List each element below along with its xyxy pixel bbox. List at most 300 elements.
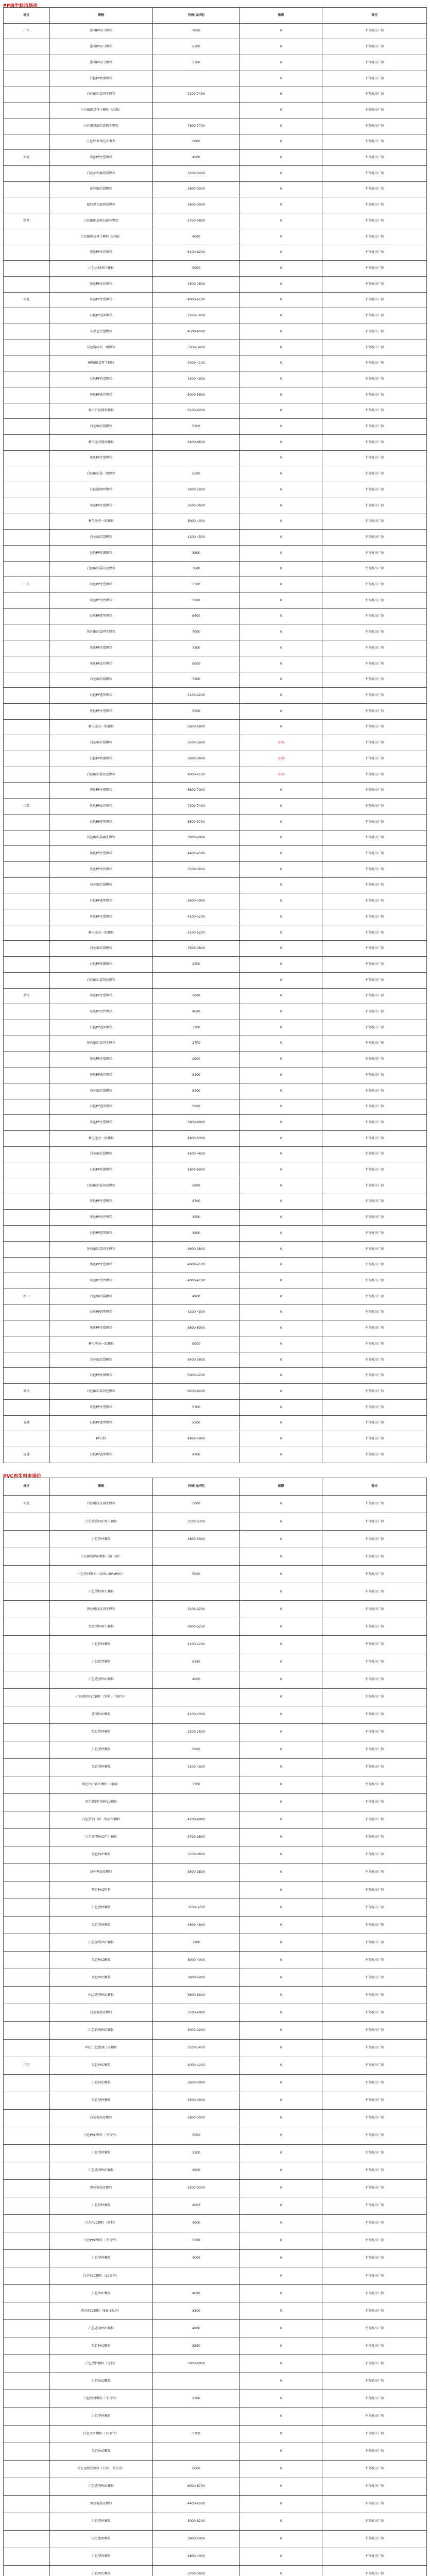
region-cell	[4, 1829, 50, 1846]
note-cell: 不含税出厂价	[322, 1952, 427, 1969]
table-row	[4, 24, 427, 40]
region-cell	[4, 103, 50, 118]
table-row	[4, 1952, 427, 1969]
change-cell: -100	[240, 767, 322, 783]
note-cell: 不含税出厂价	[322, 846, 427, 862]
region-cell	[4, 2004, 50, 2022]
spec-cell: 灰黑色注塑颗粒	[50, 324, 153, 340]
change-cell: 0	[240, 387, 322, 403]
change-cell: 0	[240, 577, 322, 593]
note-cell: 不含税出厂价	[322, 546, 427, 562]
note-cell: 不含税出厂价	[322, 2461, 427, 2478]
price-cell: 6800	[153, 134, 240, 150]
change-cell: 0	[240, 1178, 322, 1194]
change-cell: 0	[240, 1162, 322, 1178]
table-row	[4, 989, 427, 1005]
spec-cell: 临沂白色桶料颗粒	[50, 403, 153, 419]
spec-cell: 白色编织袋再生颗粒（高融）	[50, 229, 153, 245]
table-row	[4, 182, 427, 198]
note-cell: 不含税出厂价	[322, 1099, 427, 1115]
region-cell	[4, 593, 50, 609]
region-cell	[4, 451, 50, 467]
price-cell: 5500	[153, 1416, 240, 1432]
table-row	[4, 799, 427, 815]
table-row	[4, 1794, 427, 1811]
price-cell: 4000	[153, 1671, 240, 1689]
change-cell: 0	[240, 308, 322, 324]
region-cell	[4, 2548, 50, 2566]
change-cell: 0	[240, 2566, 322, 2576]
table-row	[4, 1601, 427, 1618]
price-cell: 3800	[153, 546, 240, 562]
spec-cell: 白色型材颗粒	[50, 2145, 153, 2162]
change-cell: 0	[240, 1899, 322, 1917]
spec-cell: 黑色PVC颗粒	[50, 2443, 153, 2461]
note-cell: 不含税出厂价	[322, 182, 427, 198]
price-cell: 3900-4000	[153, 831, 240, 846]
region-cell	[4, 387, 50, 403]
table-row	[4, 1969, 427, 1987]
note-cell: 不含税出厂价	[322, 2110, 427, 2127]
table-row	[4, 562, 427, 578]
note-cell: 不含税出厂价	[322, 1618, 427, 1636]
note-cell: 不含税出厂价	[322, 656, 427, 672]
note-cell: 不含税出厂价	[322, 2285, 427, 2302]
region-cell	[4, 1305, 50, 1321]
change-cell: 0	[240, 1706, 322, 1724]
table-row	[4, 2531, 427, 2548]
table-row	[4, 387, 427, 403]
change-cell: 0	[240, 1531, 322, 1548]
change-cell: 0	[240, 2302, 322, 2320]
note-cell: 不含税出厂价	[322, 862, 427, 878]
change-cell: 0	[240, 2075, 322, 2092]
price-cell: 2500	[153, 957, 240, 973]
note-cell: 不含税出厂价	[322, 2250, 427, 2267]
table-row	[4, 2337, 427, 2355]
note-cell: 不含税出厂价	[322, 2372, 427, 2390]
spec-cell: 灰色PP注塑颗粒	[50, 293, 153, 309]
table-row	[4, 2075, 427, 2092]
region-cell	[4, 1320, 50, 1336]
spec-cell: 灰色编织袋再生颗粒	[50, 1242, 153, 1258]
price-cell: 3700-3800	[153, 2566, 240, 2576]
table-row	[4, 2197, 427, 2215]
change-cell: 0	[240, 1934, 322, 1952]
table-row	[4, 1636, 427, 1653]
spec-cell: 白色塑钢门窗一级再生颗粒	[50, 1811, 153, 1829]
spec-cell: 白色PVC颗粒（10%钙）	[50, 2267, 153, 2285]
note-cell: 不含税出厂价	[322, 1741, 427, 1759]
table-row	[4, 2320, 427, 2337]
region-cell: 广东	[4, 2057, 50, 2075]
table-row	[4, 118, 427, 134]
note-cell: 不含税出厂价	[322, 2390, 427, 2408]
spec-cell: 白色透明PVC颗粒	[50, 1671, 153, 1689]
table-row	[4, 2513, 427, 2531]
change-cell: 0	[240, 2461, 322, 2478]
price-cell	[153, 1794, 240, 1811]
price-cell: 5000-5200	[153, 1368, 240, 1384]
price-cell: 3800-4000	[153, 2548, 240, 2566]
change-cell: 0	[240, 2057, 322, 2075]
table-row	[4, 1115, 427, 1131]
note-cell: 不含税出厂价	[322, 1882, 427, 1899]
region-cell	[4, 1794, 50, 1811]
change-cell: 0	[240, 815, 322, 831]
price-cell: 4200-4300	[153, 1759, 240, 1776]
table-row	[4, 1147, 427, 1163]
change-cell: 0	[240, 1115, 322, 1131]
spec-cell: 白色透明PVC颗粒（管材、门窗等）	[50, 1689, 153, 1706]
table-row	[4, 1899, 427, 1917]
region-cell	[4, 435, 50, 451]
change-cell: 0	[240, 562, 322, 578]
region-cell	[4, 1583, 50, 1601]
spec-cell: 白色编织袋再生颗粒	[50, 87, 153, 103]
change-cell: -100	[240, 751, 322, 767]
region-cell	[4, 1653, 50, 1671]
region-cell	[4, 2092, 50, 2110]
table-row	[4, 2566, 427, 2576]
spec-cell: 白色PVC颗粒	[50, 2075, 153, 2092]
note-cell: 不含税出厂价	[322, 1242, 427, 1258]
spec-cell: 白色型材颗粒	[50, 2408, 153, 2425]
table-row	[4, 1689, 427, 1706]
region-cell: 广东	[4, 24, 50, 40]
table-row	[4, 735, 427, 751]
spec-cell: 黑色PP注塑颗粒	[50, 451, 153, 467]
note-cell: 不含税出厂价	[322, 2004, 427, 2022]
note-cell: 不含税出厂价	[322, 2513, 427, 2531]
table-row	[4, 2267, 427, 2285]
change-cell: 0	[240, 1210, 322, 1226]
change-cell: 0	[240, 55, 322, 71]
note-cell: 不含税出厂价	[322, 403, 427, 419]
price-cell: 3700-3800	[153, 1846, 240, 1864]
region-cell	[4, 925, 50, 941]
spec-cell: 白色管材颗粒	[50, 2197, 153, 2215]
change-cell: 0	[240, 783, 322, 799]
spec-cell: 白色PP吹膜颗粒	[50, 1162, 153, 1178]
region-cell: 陕西	[4, 213, 50, 229]
spec-cell: 黑色PP注塑颗粒	[50, 1258, 153, 1274]
change-cell: 0	[240, 862, 322, 878]
spec-cell: 灰色编织袋再生颗粒	[50, 624, 153, 640]
price-cell: 7200	[153, 672, 240, 688]
spec-cell: 白色管材颗粒	[50, 1531, 153, 1548]
region-cell	[4, 2443, 50, 2461]
region-cell	[4, 1131, 50, 1147]
spec-cell: 灰色PP注塑颗粒	[50, 704, 153, 720]
price-cell: 3500	[153, 2145, 240, 2162]
price-cell: 6200-6400	[153, 1384, 240, 1400]
note-cell: 不含税出厂价	[322, 815, 427, 831]
table-row	[4, 1583, 427, 1601]
region-cell	[4, 1846, 50, 1864]
change-cell: 0	[240, 2285, 322, 2302]
change-cell: 0	[240, 1226, 322, 1242]
table-row	[4, 39, 427, 55]
note-cell: 不含税出厂价	[322, 1416, 427, 1432]
note-cell: 不含税出厂价	[322, 1147, 427, 1163]
price-cell: 5500	[153, 704, 240, 720]
note-cell: 不含税出厂价	[322, 134, 427, 150]
change-cell: -100	[240, 735, 322, 751]
note-cell: 不含税出厂价	[322, 308, 427, 324]
table-row	[4, 419, 427, 435]
price-cell: 6350	[153, 1653, 240, 1671]
note-cell: 不含税出厂价	[322, 261, 427, 277]
spec-cell: 白色PP吹膜颗粒	[50, 546, 153, 562]
note-cell: 不含税出厂价	[322, 1004, 427, 1020]
price-cell: 4800-5000	[153, 1131, 240, 1147]
spec-cell: 白色编织袋二级颗粒	[50, 466, 153, 482]
spec-cell: 灰色PP注塑颗粒	[50, 989, 153, 1005]
price-cell: 4000-4100	[153, 767, 240, 783]
change-cell: 0	[240, 1566, 322, 1583]
spec-cell: 白色PVC颗粒（管材）	[50, 2215, 153, 2232]
spec-cell: 黑色PP注塑颗粒	[50, 640, 153, 656]
table-row	[4, 1368, 427, 1384]
price-cell: 4200-4300	[153, 371, 240, 387]
change-cell: 0	[240, 355, 322, 371]
spec-cell: 白色PVC颗粒	[50, 2285, 153, 2302]
region-cell	[4, 1336, 50, 1352]
price-cell: 2800-3000	[153, 182, 240, 198]
change-cell: 0	[240, 1368, 322, 1384]
change-cell: 0	[240, 245, 322, 261]
note-cell: 不含税出厂价	[322, 688, 427, 704]
note-cell: 不含税出厂价	[322, 2145, 427, 2162]
header-change-cell: 涨跌	[240, 1478, 322, 1496]
spec-cell: 白色软质PVC再生颗粒	[50, 1513, 153, 1531]
table-row	[4, 973, 427, 989]
change-cell: 0	[240, 466, 322, 482]
note-cell: 不含税出厂价	[322, 514, 427, 530]
table-row	[4, 1099, 427, 1115]
price-cell: 3700-4000	[153, 2004, 240, 2022]
table-header-row	[4, 8, 427, 24]
note-cell: 不含税出厂价	[322, 735, 427, 751]
spec-cell: 白色编织袋灰色颗粒	[50, 1178, 153, 1194]
note-cell: 不含税出厂价	[322, 893, 427, 909]
change-cell: 0	[240, 2145, 322, 2162]
table-row	[4, 2040, 427, 2057]
region-cell	[4, 1431, 50, 1447]
table-row	[4, 1384, 427, 1400]
price-cell: 4200-4300	[153, 1305, 240, 1321]
spec-cell: 黑色PVC颗粒（5%-6%钙）	[50, 2302, 153, 2320]
spec-cell: 白色编织袋灰色颗粒	[50, 973, 153, 989]
price-cell: 3100-3200	[153, 1899, 240, 1917]
region-cell	[4, 1210, 50, 1226]
region-cell	[4, 751, 50, 767]
region-cell	[4, 2320, 50, 2337]
table-row	[4, 2478, 427, 2496]
price-cell	[153, 71, 240, 87]
table-row	[4, 403, 427, 419]
spec-cell: 白色硬质PVC颗粒	[50, 1934, 153, 1952]
note-cell: 不含税出厂价	[322, 451, 427, 467]
note-cell: 不含税出厂价	[322, 2162, 427, 2180]
region-cell	[4, 514, 50, 530]
spec-cell: 灰色PP注塑颗粒	[50, 1320, 153, 1336]
region-cell	[4, 355, 50, 371]
note-cell: 不含税出厂价	[322, 1336, 427, 1352]
region-cell	[4, 1531, 50, 1548]
table-row	[4, 355, 427, 371]
region-cell	[4, 878, 50, 894]
price-cell: 4600	[153, 1004, 240, 1020]
region-cell	[4, 229, 50, 245]
change-cell: 0	[240, 1004, 322, 1020]
table-row	[4, 1653, 427, 1671]
change-cell: 0	[240, 1258, 322, 1274]
price-cell: 3900-4000	[153, 2531, 240, 2548]
price-cell: 3200-3300	[153, 2180, 240, 2197]
price-cell: 3200-3400	[153, 166, 240, 182]
region-cell	[4, 39, 50, 55]
note-cell: 不含税出厂价	[322, 1305, 427, 1321]
change-cell: 0	[240, 324, 322, 340]
region-cell	[4, 261, 50, 277]
change-cell: 0	[240, 2127, 322, 2145]
spec-cell: 灰色PP改性颗粒	[50, 1273, 153, 1289]
table-row	[4, 530, 427, 546]
change-cell: 0	[240, 2267, 322, 2285]
region-cell	[4, 846, 50, 862]
table-row	[4, 166, 427, 182]
spec-cell: 蓄电池壳破碎颗粒	[50, 435, 153, 451]
region-cell	[4, 656, 50, 672]
price-cell: 6800-7000	[153, 783, 240, 799]
table-row	[4, 640, 427, 656]
note-cell: 不含税出厂价	[322, 1811, 427, 1829]
price-cell: 3900-4000	[153, 514, 240, 530]
change-cell: 0	[240, 2390, 322, 2408]
table-row	[4, 2250, 427, 2267]
spec-cell: 蓄电池壳一级颗粒	[50, 1131, 153, 1147]
spec-cell: 灰色PP改性颗粒	[50, 593, 153, 609]
region-cell	[4, 1636, 50, 1653]
region-cell	[4, 2478, 50, 2496]
price-cell: 2800-3000	[153, 2110, 240, 2127]
table-row	[4, 1273, 427, 1289]
note-cell: 不含税出厂价	[322, 87, 427, 103]
note-cell: 不含税出厂价	[322, 2320, 427, 2337]
change-cell: 0	[240, 2478, 322, 2496]
table-row	[4, 1671, 427, 1689]
table-row	[4, 2004, 427, 2022]
change-cell: 0	[240, 909, 322, 925]
note-cell: 不含税出厂价	[322, 150, 427, 166]
region-cell	[4, 1741, 50, 1759]
region-cell	[4, 1147, 50, 1163]
spec-cell: 蓄电池壳一级颗粒	[50, 720, 153, 736]
price-cell: 4400-4500	[153, 846, 240, 862]
region-cell	[4, 831, 50, 846]
change-cell: 0	[240, 1242, 322, 1258]
spec-cell: 黑色PVC颗粒	[50, 2337, 153, 2355]
change-cell: 0	[240, 1513, 322, 1531]
pvc-section-title: PVC再生料市场价	[3, 1474, 42, 1479]
price-cell: 5400-5600	[153, 1352, 240, 1368]
spec-cell: 白色PP透明颗粒	[50, 1226, 153, 1242]
price-cell	[153, 878, 240, 894]
note-cell: 不含税出厂价	[322, 593, 427, 609]
table-row	[4, 103, 427, 118]
change-cell: 0	[240, 2162, 322, 2180]
table-row	[4, 2390, 427, 2408]
table-header-row	[4, 1478, 427, 1496]
table-row	[4, 229, 427, 245]
region-cell	[4, 609, 50, 625]
spec-cell: 白色电线皮颗粒（有钙、有铅等）	[50, 2461, 153, 2478]
table-row	[4, 1400, 427, 1416]
table-row	[4, 1846, 427, 1864]
price-cell: 4600	[153, 229, 240, 245]
note-cell: 不含税出厂价	[322, 720, 427, 736]
price-cell: 5200	[153, 419, 240, 435]
change-cell: 0	[240, 197, 322, 213]
spec-cell: 黑色电线皮颗粒	[50, 2496, 153, 2513]
note-cell: 不含税出厂价	[322, 1548, 427, 1566]
table-row	[4, 2215, 427, 2232]
region-cell	[4, 2075, 50, 2092]
header-price-cell: 价格(元/吨)	[153, 1478, 240, 1496]
region-cell	[4, 1548, 50, 1566]
change-cell: 0	[240, 2548, 322, 2566]
spec-cell: 灰色PP改性颗粒	[50, 1210, 153, 1226]
table-row	[4, 751, 427, 767]
price-cell: 7600-7700	[153, 118, 240, 134]
change-cell: 0	[240, 1036, 322, 1052]
note-cell: 不含税出厂价	[322, 1368, 427, 1384]
change-cell: 0	[240, 1336, 322, 1352]
price-cell	[153, 1548, 240, 1566]
note-cell: 不含税出厂价	[322, 1636, 427, 1653]
price-cell: 5000	[153, 1741, 240, 1759]
price-cell: 5000	[153, 1099, 240, 1115]
change-cell: 0	[240, 1741, 322, 1759]
region-cell	[4, 893, 50, 909]
spec-cell: 黑色塑钢门窗PVC颗粒	[50, 1794, 153, 1811]
region-cell	[4, 1671, 50, 1689]
change-cell: 0	[240, 419, 322, 435]
price-cell: 3000-3200	[153, 2022, 240, 2039]
region-cell	[4, 87, 50, 103]
region-cell	[4, 2022, 50, 2039]
change-cell: 0	[240, 720, 322, 736]
region-cell	[4, 2496, 50, 2513]
table-row	[4, 941, 427, 957]
change-cell: 0	[240, 261, 322, 277]
price-cell: 5200	[153, 2426, 240, 2443]
change-cell: 0	[240, 1052, 322, 1067]
region-cell	[4, 1162, 50, 1178]
note-cell: 不含税出厂价	[322, 1689, 427, 1706]
table-row	[4, 2110, 427, 2127]
table-row	[4, 1741, 427, 1759]
change-cell: 0	[240, 1969, 322, 1987]
change-cell: 0	[240, 1548, 322, 1566]
region-cell: 河北	[4, 293, 50, 309]
change-cell: 0	[240, 1447, 322, 1463]
price-cell: 6000	[153, 2461, 240, 2478]
table-row	[4, 767, 427, 783]
change-cell: 0	[240, 1846, 322, 1864]
